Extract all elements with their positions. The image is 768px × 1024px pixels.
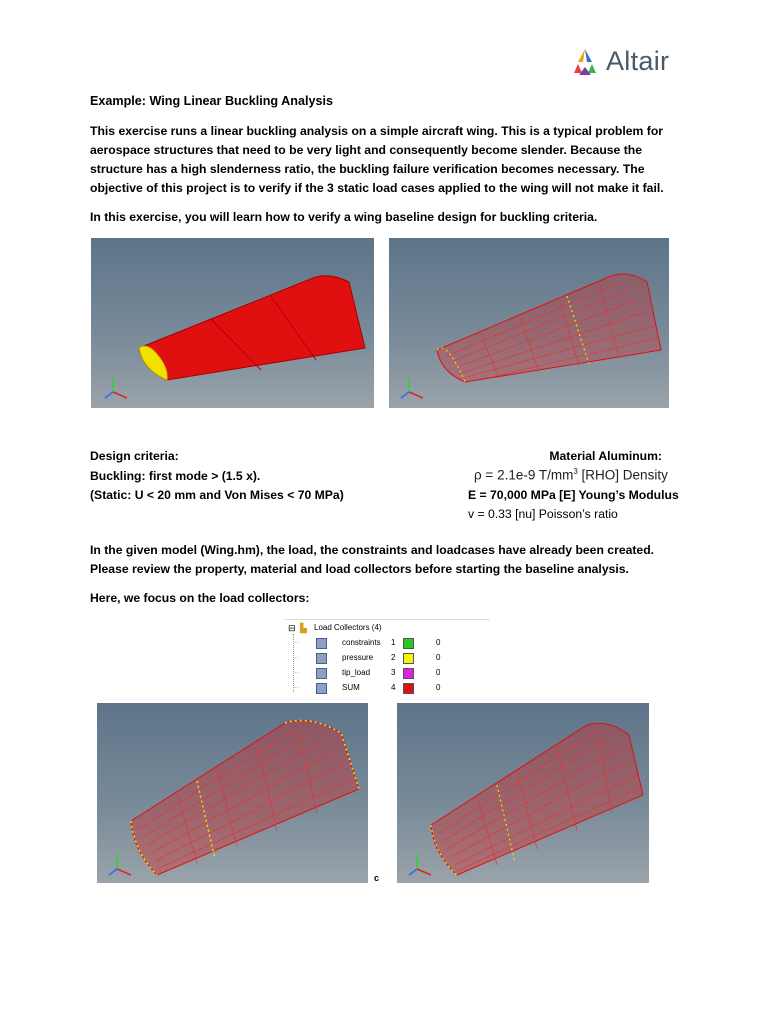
wing-load-figure-1 [97, 703, 368, 883]
wing-mesh-figure [389, 238, 669, 408]
color-swatch[interactable] [403, 638, 414, 649]
buckling-criterion: Buckling: first mode > (1.5 x). [90, 469, 261, 483]
collector-id: 1 [391, 638, 396, 647]
density-prefix: ρ = 2.1e-9 T/mm [474, 467, 574, 483]
altair-logo-text: Altair [606, 45, 670, 76]
axis-triad-icon [409, 855, 431, 875]
young-modulus: E = 70,000 MPa [E] Young’s Modulus [468, 488, 679, 502]
component-icon [316, 638, 327, 649]
load-collectors-panel [284, 619, 490, 694]
axis-triad-icon [109, 855, 131, 875]
collector-count: 0 [436, 653, 441, 662]
static-criterion: (Static: U < 20 mm and Von Mises < 70 MPa) [90, 488, 344, 502]
collector-id: 3 [391, 668, 396, 677]
collector-count: 0 [436, 638, 441, 647]
material-heading: Material Aluminum: [549, 449, 662, 463]
collapse-icon[interactable]: ⊟ [288, 623, 296, 633]
folder-icon: ▙ [300, 623, 307, 633]
density-line [474, 467, 668, 483]
wing-solid-figure [91, 238, 374, 408]
poisson-ratio: v = 0.33 [nu] Poisson’s ratio [468, 507, 618, 521]
wing-load-figure-2 [397, 703, 649, 883]
collector-name: constraints [342, 638, 381, 647]
learn-paragraph: In this exercise, you will learn how to verify a wing baseline design for buckling criteria. [90, 210, 598, 224]
collector-id: 4 [391, 683, 396, 692]
collector-name: SUM [342, 683, 360, 692]
component-icon [316, 683, 327, 694]
design-criteria-heading: Design criteria: [90, 449, 179, 463]
intro-paragraph: This exercise runs a linear buckling analysis on a simple aircraft wing. This is a typical problem for aerospace structures that need to be very light and consequently become slender. Because the structure has a high slenderness ratio, the buckling failure verification becomes necessary. The objective of this project is to verify if the 3 static load cases applied to the wing will not make it fail. [90, 124, 664, 195]
color-swatch[interactable] [403, 683, 414, 694]
stray-label: c [374, 873, 380, 883]
color-swatch[interactable] [403, 653, 414, 664]
load-collector-row[interactable]: ·· SUM 4 0 [294, 683, 441, 692]
density-exponent: 3 [573, 467, 578, 476]
collector-name: tip_load [342, 668, 371, 677]
altair-logo [570, 44, 682, 78]
given-model-paragraph: In the given model (Wing.hm), the load, the constraints and loadcases have already been created. Please review the property, material and load collectors before starting the baseline analysis. [90, 543, 655, 576]
page-title: Example: Wing Linear Buckling Analysis [90, 94, 333, 108]
load-collector-row[interactable]: ·· pressure 2 0 [294, 653, 441, 662]
load-collector-row[interactable]: ·· constraints 1 0 [294, 638, 441, 647]
collector-count: 0 [436, 683, 441, 692]
altair-logo-icon [570, 46, 600, 76]
collector-name: pressure [342, 653, 374, 662]
focus-paragraph: Here, we focus on the load collectors: [90, 591, 310, 605]
load-collectors-header-label: Load Collectors (4) [314, 623, 382, 632]
load-collectors-header[interactable] [284, 621, 490, 636]
collector-count: 0 [436, 668, 441, 677]
load-collector-row[interactable]: ·· tip_load 3 0 [294, 668, 441, 677]
component-icon [316, 653, 327, 664]
axis-triad-icon [401, 378, 423, 398]
density-suffix: [RHO] Density [577, 467, 668, 483]
component-icon [316, 668, 327, 679]
collector-id: 2 [391, 653, 396, 662]
axis-triad-icon [105, 378, 127, 398]
color-swatch[interactable] [403, 668, 414, 679]
